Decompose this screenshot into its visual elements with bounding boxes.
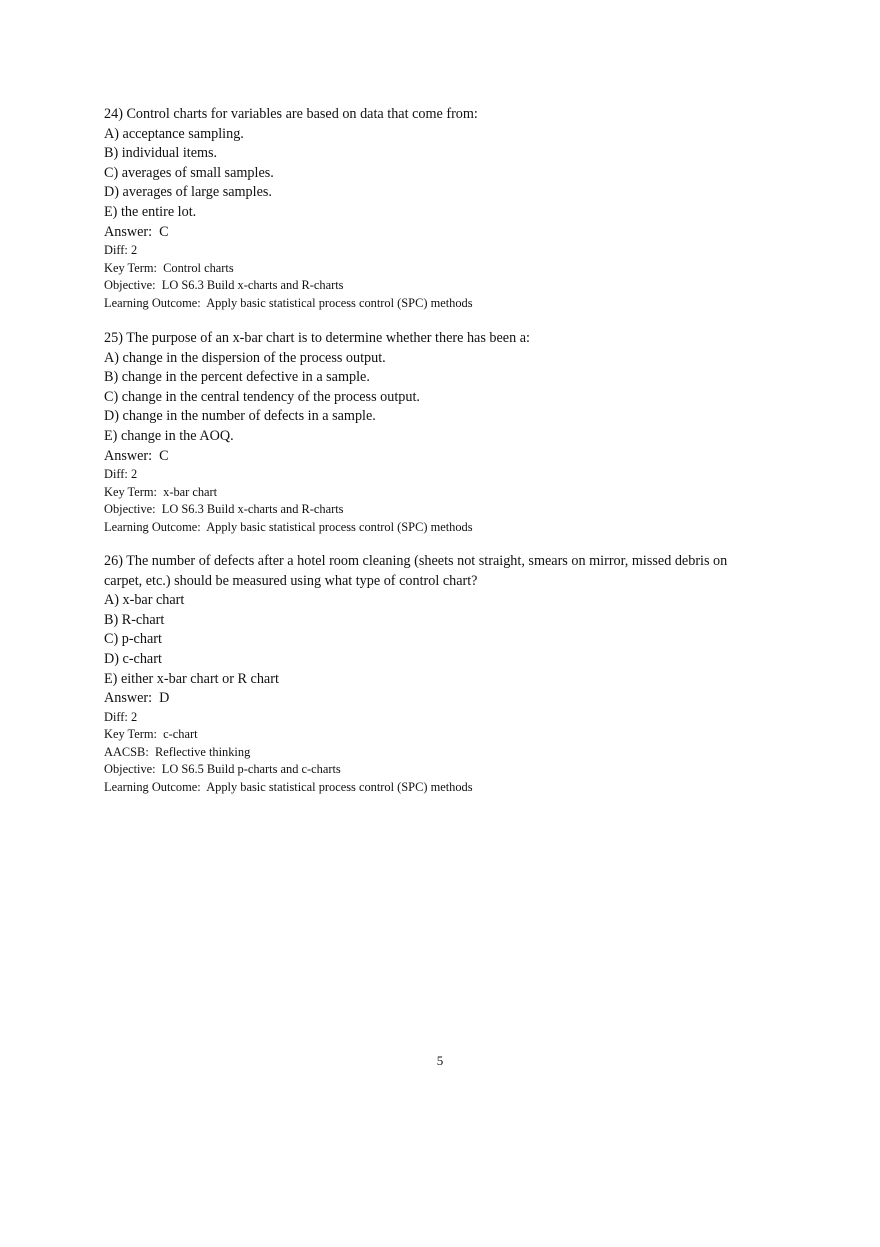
choice-b: B) R-chart xyxy=(104,611,165,628)
answer-line: Answer: D xyxy=(104,690,170,707)
choice-e: E) either x-bar chart or R chart xyxy=(104,670,279,687)
choice-e: E) the entire lot. xyxy=(104,203,197,220)
question-stem: 25) The purpose of an x-bar chart is to determine whether there has been a: xyxy=(104,330,530,346)
choice-b: B) individual items. xyxy=(104,145,218,162)
choice-a: A) x-bar chart xyxy=(104,592,185,609)
key-term: Key Term: c-chart xyxy=(104,727,198,742)
question-stem: 24) Control charts for variables are based on data that come from: xyxy=(104,106,478,122)
question-stem: 26) The number of defects after a hotel room cleaning (sheets not straight, smears on mirror, missed debris on carpet, etc.) should be measured using what type of control chart? xyxy=(104,553,731,589)
choice-c: C) change in the central tendency of the process output. xyxy=(104,388,420,405)
choice-c: C) averages of small samples. xyxy=(104,164,274,181)
answer-line: Answer: C xyxy=(104,447,169,464)
objective: Objective: LO S6.3 Build x-charts and R-charts xyxy=(104,278,344,293)
difficulty: Diff: 2 xyxy=(104,709,138,724)
choice-d: D) averages of large samples. xyxy=(104,184,272,201)
choice-e: E) change in the AOQ. xyxy=(104,427,234,444)
key-term: Key Term: Control charts xyxy=(104,260,234,275)
aacsb: AACSB: Reflective thinking xyxy=(104,744,251,759)
difficulty: Diff: 2 xyxy=(104,243,138,258)
question-26 xyxy=(104,552,744,796)
learning-outcome: Learning Outcome: Apply basic statistical process control (SPC) methods xyxy=(104,295,473,310)
objective: Objective: LO S6.5 Build p-charts and c-charts xyxy=(104,762,341,777)
question-25 xyxy=(104,329,744,536)
choice-d: D) c-chart xyxy=(104,650,162,667)
key-term: Key Term: x-bar chart xyxy=(104,484,218,499)
difficulty: Diff: 2 xyxy=(104,467,138,482)
answer-line: Answer: C xyxy=(104,223,169,240)
learning-outcome: Learning Outcome: Apply basic statistical process control (SPC) methods xyxy=(104,779,473,794)
learning-outcome: Learning Outcome: Apply basic statistical process control (SPC) methods xyxy=(104,519,473,534)
objective: Objective: LO S6.3 Build x-charts and R-charts xyxy=(104,502,344,517)
choice-c: C) p-chart xyxy=(104,631,162,648)
page-number: 5 xyxy=(436,1053,444,1068)
choice-d: D) change in the number of defects in a sample. xyxy=(104,408,376,425)
choice-b: B) change in the percent defective in a sample. xyxy=(104,369,370,386)
choice-a: A) change in the dispersion of the process output. xyxy=(104,349,386,366)
choice-a: A) acceptance sampling. xyxy=(104,125,244,142)
question-24 xyxy=(104,105,744,312)
